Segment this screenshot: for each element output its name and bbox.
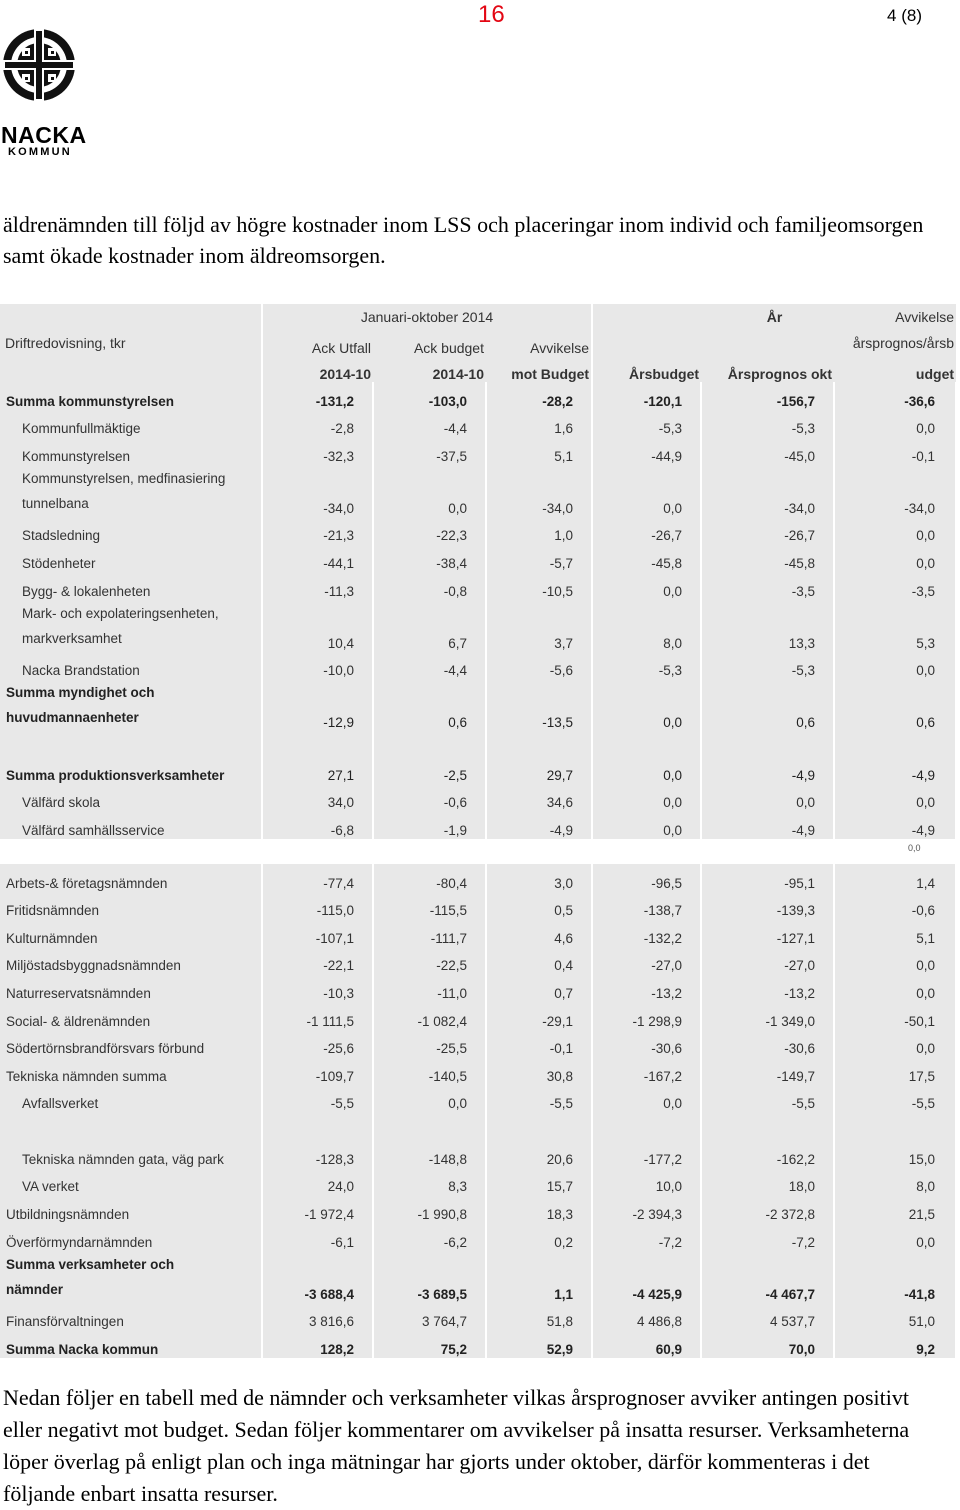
- cell-ack-budget: -1 990,8: [373, 1195, 486, 1223]
- cell-ack-budget: -115,5: [373, 892, 486, 920]
- table-row: [0, 517, 956, 545]
- table-row: [0, 1002, 956, 1030]
- cell-avvikelse: 0,5: [486, 892, 592, 920]
- cell-avvikelse: 20,6: [486, 1140, 592, 1168]
- cell-arsprognos: -156,7: [701, 382, 834, 410]
- table-row: [0, 811, 956, 839]
- cell-arsprognos: 0,0: [701, 784, 834, 812]
- spacer-cell: [592, 1112, 701, 1140]
- cell-ack-budget: -4,4: [373, 652, 486, 680]
- cell-arsbudget: -30,6: [592, 1030, 701, 1058]
- row-label-line1: Summa verksamheter och: [6, 1256, 175, 1272]
- cell-arsbudget: 4 486,8: [592, 1303, 701, 1331]
- cell-avvikelse: 1,0: [486, 517, 592, 545]
- row-label: [0, 679, 262, 731]
- cell-avvikelse-ar: 17,5: [834, 1057, 956, 1085]
- cell-ack-utfall: -6,1: [262, 1223, 373, 1251]
- cell-arsprognos: -34,0: [701, 465, 834, 517]
- cell-avvikelse: 0,7: [486, 974, 592, 1002]
- cell-avvikelse: -0,1: [486, 1030, 592, 1058]
- cell-arsbudget: -120,1: [592, 382, 701, 410]
- col-arsbudget-top: [592, 330, 701, 356]
- row-label: Stadsledning: [0, 517, 262, 545]
- row-label: Välfärd skola: [0, 784, 262, 812]
- intro-paragraph: äldrenämnden till följd av högre kostnader inom LSS och placeringar inom individ och familjeomsorgen samt ökade kostnader inom äldreomsorgen.: [3, 212, 924, 268]
- table-row: [0, 382, 956, 410]
- cell-arsprognos: -4 467,7: [701, 1251, 834, 1303]
- row-label: Summa kommunstyrelsen: [0, 382, 262, 410]
- col-avvikelse-label: Avvikelse: [486, 330, 592, 356]
- table-row: [0, 679, 956, 731]
- cell-ack-budget: 8,3: [373, 1168, 486, 1196]
- row-label: [0, 465, 262, 517]
- cell-avvikelse: -4,9: [486, 811, 592, 839]
- cell-arsbudget: -13,2: [592, 974, 701, 1002]
- cell-ack-utfall: -5,5: [262, 1085, 373, 1113]
- row-label: [0, 600, 262, 652]
- stray-value: 0,0: [908, 843, 921, 853]
- row-label: Kulturnämnden: [0, 919, 262, 947]
- cell-ack-budget: 3 764,7: [373, 1303, 486, 1331]
- cell-arsbudget: -7,2: [592, 1223, 701, 1251]
- table-row: [0, 1030, 956, 1058]
- cell-arsbudget: 0,0: [592, 465, 701, 517]
- row-label: Avfallsverket: [0, 1085, 262, 1113]
- row-label: Nacka Brandstation: [0, 652, 262, 680]
- table-row: [0, 1330, 956, 1358]
- cell-avvikelse: 29,7: [486, 756, 592, 784]
- cell-ack-budget: 0,0: [373, 1085, 486, 1113]
- cell-arsbudget: -138,7: [592, 892, 701, 920]
- cell-arsbudget: -96,5: [592, 864, 701, 892]
- col-avvikelse-period: mot Budget: [486, 356, 592, 382]
- cell-arsbudget: 0,0: [592, 784, 701, 812]
- row-label: Stödenheter: [0, 544, 262, 572]
- cell-avvikelse-ar: -0,1: [834, 437, 956, 465]
- cell-ack-utfall: -11,3: [262, 572, 373, 600]
- spacer-cell: [262, 839, 373, 864]
- cell-avvikelse-ar: 0,0: [834, 784, 956, 812]
- cell-arsbudget: -4 425,9: [592, 1251, 701, 1303]
- row-label: Överförmyndarnämnden: [0, 1223, 262, 1251]
- cell-arsbudget: -177,2: [592, 1140, 701, 1168]
- cell-avvikelse: 18,3: [486, 1195, 592, 1223]
- cell-avvikelse: 1,1: [486, 1251, 592, 1303]
- cell-avvikelse: -13,5: [486, 679, 592, 731]
- table-row: [0, 1057, 956, 1085]
- cell-ack-utfall: -44,1: [262, 544, 373, 572]
- cell-avvikelse: 30,8: [486, 1057, 592, 1085]
- table-row: [0, 437, 956, 465]
- cell-avvikelse: 3,7: [486, 600, 592, 652]
- cell-ack-utfall: -25,6: [262, 1030, 373, 1058]
- driftredovisning-table: [0, 304, 957, 1358]
- row-label: Naturreservatsnämnden: [0, 974, 262, 1002]
- cell-avvikelse-ar: -41,8: [834, 1251, 956, 1303]
- spacer-row: [0, 839, 956, 864]
- cell-avvikelse-ar: 0,0: [834, 1223, 956, 1251]
- table-row: [0, 1140, 956, 1168]
- row-label-line2: markverksamhet: [22, 630, 122, 646]
- cell-ack-budget: -25,5: [373, 1030, 486, 1058]
- cell-arsprognos: -5,3: [701, 652, 834, 680]
- cell-ack-budget: -11,0: [373, 974, 486, 1002]
- cell-avvikelse: 34,6: [486, 784, 592, 812]
- cell-ack-budget: 0,6: [373, 679, 486, 731]
- row-label: Miljöstadsbyggnadsnämnden: [0, 947, 262, 975]
- cell-arsbudget: 8,0: [592, 600, 701, 652]
- table-row: [0, 864, 956, 892]
- col-avvikelse-ar-line1: årsprognos/årsb: [852, 335, 955, 351]
- spacer-cell: [834, 839, 956, 864]
- nacka-emblem-icon: [0, 26, 80, 122]
- cell-arsprognos: -149,7: [701, 1057, 834, 1085]
- closing-paragraph: Nedan följer en tabell med de nämnder och verksamheter vilkas årsprognoser avviker antingen positivt eller negativt mot budget. Sedan följer kommentarer om avvikelser på insatta resurser. Verksamheterna löper överlag på enligt plan och inga mätningar har gjorts under oktober, därför kommenteras i det följande enbart insatta resurser.: [3, 1385, 910, 1506]
- cell-avvikelse-ar: -34,0: [834, 465, 956, 517]
- table-row: [0, 784, 956, 812]
- cell-arsbudget: 0,0: [592, 572, 701, 600]
- cell-ack-utfall: -10,3: [262, 974, 373, 1002]
- cell-ack-utfall: -22,1: [262, 947, 373, 975]
- cell-ack-budget: 0,0: [373, 465, 486, 517]
- cell-avvikelse-ar: 0,0: [834, 410, 956, 438]
- cell-arsprognos: -5,5: [701, 1085, 834, 1113]
- spacer-cell: [373, 839, 486, 864]
- row-label: Tekniska nämnden gata, väg park: [0, 1140, 262, 1168]
- col-ack-utfall-period: 2014-10: [262, 356, 373, 382]
- cell-ack-utfall: -115,0: [262, 892, 373, 920]
- cell-arsbudget: -44,9: [592, 437, 701, 465]
- cell-ack-utfall: -109,7: [262, 1057, 373, 1085]
- cell-avvikelse: -5,7: [486, 544, 592, 572]
- table-row: [0, 974, 956, 1002]
- cell-arsprognos: -2 372,8: [701, 1195, 834, 1223]
- nacka-logo: [0, 26, 87, 158]
- cell-ack-budget: -6,2: [373, 1223, 486, 1251]
- col-arsprognos-label: Årsprognos okt: [701, 356, 834, 382]
- table-row: [0, 1251, 956, 1303]
- row-label: VA verket: [0, 1168, 262, 1196]
- spacer-cell: [373, 731, 486, 756]
- cell-avvikelse-ar: 0,0: [834, 652, 956, 680]
- spacer-cell: [701, 731, 834, 756]
- table-row: [0, 465, 956, 517]
- logo-name: NACKA: [1, 122, 87, 148]
- page-count: 4 (8): [887, 6, 922, 25]
- cell-ack-utfall: -3 688,4: [262, 1251, 373, 1303]
- cell-arsprognos: -1 349,0: [701, 1002, 834, 1030]
- cell-avvikelse: 0,4: [486, 947, 592, 975]
- cell-ack-utfall: 10,4: [262, 600, 373, 652]
- row-label-line1: Summa myndighet och: [6, 685, 155, 701]
- spacer-row: [0, 1112, 956, 1140]
- cell-avvikelse-ar: 8,0: [834, 1168, 956, 1196]
- cell-arsbudget: -5,3: [592, 410, 701, 438]
- spacer-cell: [701, 839, 834, 864]
- cell-avvikelse: -29,1: [486, 1002, 592, 1030]
- spacer-row: [0, 731, 956, 756]
- table-row: [0, 1085, 956, 1113]
- cell-arsprognos: -26,7: [701, 517, 834, 545]
- cell-avvikelse: -28,2: [486, 382, 592, 410]
- row-label: Arbets-& företagsnämnden: [0, 864, 262, 892]
- cell-arsprognos: 0,6: [701, 679, 834, 731]
- cell-avvikelse-ar: 0,6: [834, 679, 956, 731]
- cell-arsbudget: -132,2: [592, 919, 701, 947]
- cell-ack-budget: -37,5: [373, 437, 486, 465]
- cell-arsprognos: -30,6: [701, 1030, 834, 1058]
- spacer-cell: [834, 1112, 956, 1140]
- cell-ack-budget: -4,4: [373, 410, 486, 438]
- cell-avvikelse: -5,5: [486, 1085, 592, 1113]
- cell-ack-budget: 6,7: [373, 600, 486, 652]
- cell-ack-budget: -148,8: [373, 1140, 486, 1168]
- cell-arsprognos: -7,2: [701, 1223, 834, 1251]
- cell-ack-budget: -0,8: [373, 572, 486, 600]
- cell-ack-budget: -140,5: [373, 1057, 486, 1085]
- table-row: [0, 892, 956, 920]
- spacer-cell: [486, 731, 592, 756]
- cell-avvikelse-ar: -3,5: [834, 572, 956, 600]
- cell-avvikelse: -34,0: [486, 465, 592, 517]
- spacer-cell: [592, 839, 701, 864]
- cell-avvikelse-ar: 21,5: [834, 1195, 956, 1223]
- cell-avvikelse: 15,7: [486, 1168, 592, 1196]
- cell-ack-utfall: -12,9: [262, 679, 373, 731]
- cell-arsbudget: -1 298,9: [592, 1002, 701, 1030]
- cell-arsbudget: -26,7: [592, 517, 701, 545]
- cell-avvikelse-ar: 0,0: [834, 974, 956, 1002]
- cell-arsbudget: 0,0: [592, 756, 701, 784]
- cell-ack-utfall: 3 816,6: [262, 1303, 373, 1331]
- cell-ack-budget: -103,0: [373, 382, 486, 410]
- col-arsprognos-top: [701, 330, 834, 356]
- cell-ack-budget: -1 082,4: [373, 1002, 486, 1030]
- cell-arsbudget: 0,0: [592, 679, 701, 731]
- cell-ack-utfall: 24,0: [262, 1168, 373, 1196]
- cell-ack-budget: -22,5: [373, 947, 486, 975]
- year-header: År: [592, 304, 956, 330]
- table-row: [0, 410, 956, 438]
- cell-ack-utfall: -2,8: [262, 410, 373, 438]
- row-label: [0, 1251, 262, 1303]
- cell-avvikelse-ar: -5,5: [834, 1085, 956, 1113]
- cell-ack-utfall: -34,0: [262, 465, 373, 517]
- cell-ack-utfall: -1 111,5: [262, 1002, 373, 1030]
- cell-arsprognos: -139,3: [701, 892, 834, 920]
- cell-avvikelse: 4,6: [486, 919, 592, 947]
- cell-ack-utfall: -21,3: [262, 517, 373, 545]
- cell-avvikelse-ar: -4,9: [834, 756, 956, 784]
- cell-arsbudget: 0,0: [592, 811, 701, 839]
- cell-ack-budget: -22,3: [373, 517, 486, 545]
- row-label: Utbildningsnämnden: [0, 1195, 262, 1223]
- page-number: 16: [478, 1, 505, 28]
- spacer-cell: [834, 731, 956, 756]
- table-row: [0, 544, 956, 572]
- cell-ack-utfall: -6,8: [262, 811, 373, 839]
- cell-avvikelse: 0,2: [486, 1223, 592, 1251]
- cell-arsprognos: 70,0: [701, 1330, 834, 1358]
- cell-arsprognos: -4,9: [701, 756, 834, 784]
- cell-arsprognos: -95,1: [701, 864, 834, 892]
- period-header: Januari-oktober 2014: [262, 304, 592, 330]
- cell-ack-utfall: 27,1: [262, 756, 373, 784]
- table-row: [0, 1195, 956, 1223]
- cell-arsprognos: -162,2: [701, 1140, 834, 1168]
- row-label: Välfärd samhällsservice: [0, 811, 262, 839]
- spacer-cell: [592, 731, 701, 756]
- row-label-line1: Mark- och expolateringsenheten,: [22, 605, 219, 621]
- table-row: [0, 919, 956, 947]
- table-row: [0, 572, 956, 600]
- cell-avvikelse-ar: 0,0: [834, 517, 956, 545]
- cell-avvikelse: 5,1: [486, 437, 592, 465]
- cell-avvikelse-ar: 15,0: [834, 1140, 956, 1168]
- cell-ack-utfall: 34,0: [262, 784, 373, 812]
- row-label: Kommunstyrelsen: [0, 437, 262, 465]
- table-row: [0, 947, 956, 975]
- cell-ack-budget: 75,2: [373, 1330, 486, 1358]
- cell-ack-budget: -38,4: [373, 544, 486, 572]
- cell-arsbudget: -45,8: [592, 544, 701, 572]
- table-row: [0, 1223, 956, 1251]
- cell-avvikelse-ar: -36,6: [834, 382, 956, 410]
- cell-avvikelse-ar: 5,1: [834, 919, 956, 947]
- cell-ack-utfall: -1 972,4: [262, 1195, 373, 1223]
- cell-avvikelse: -5,6: [486, 652, 592, 680]
- cell-avvikelse-ar: 51,0: [834, 1303, 956, 1331]
- table-row: [0, 652, 956, 680]
- cell-arsprognos: -3,5: [701, 572, 834, 600]
- cell-arsbudget: 0,0: [592, 1085, 701, 1113]
- cell-arsprognos: -127,1: [701, 919, 834, 947]
- col-ack-utfall-label: Ack Utfall: [262, 330, 373, 356]
- row-label-line2: nämnder: [6, 1281, 64, 1297]
- cell-arsprognos: -27,0: [701, 947, 834, 975]
- cell-avvikelse-ar: 0,0: [834, 544, 956, 572]
- col-avvikelse-ar-line2: udget: [834, 356, 956, 382]
- cell-avvikelse: -10,5: [486, 572, 592, 600]
- cell-ack-utfall: 128,2: [262, 1330, 373, 1358]
- cell-avvikelse-ar: 9,2: [834, 1330, 956, 1358]
- spacer-cell: [0, 839, 262, 864]
- cell-arsbudget: -5,3: [592, 652, 701, 680]
- cell-ack-utfall: -107,1: [262, 919, 373, 947]
- cell-arsprognos: 13,3: [701, 600, 834, 652]
- cell-arsprognos: -45,0: [701, 437, 834, 465]
- cell-ack-budget: -80,4: [373, 864, 486, 892]
- table-row: [0, 1303, 956, 1331]
- col-arsbudget-label: Årsbudget: [592, 356, 701, 382]
- row-label: Finansförvaltningen: [0, 1303, 262, 1331]
- cell-ack-utfall: -10,0: [262, 652, 373, 680]
- col-avvikelse-ar-label: [834, 309, 956, 356]
- cell-avvikelse: 51,8: [486, 1303, 592, 1331]
- table-row: [0, 600, 956, 652]
- cell-avvikelse-ar: 0,0: [834, 947, 956, 975]
- cell-ack-budget: -2,5: [373, 756, 486, 784]
- cell-avvikelse-ar: -50,1: [834, 1002, 956, 1030]
- cell-ack-budget: -0,6: [373, 784, 486, 812]
- cell-ack-utfall: -128,3: [262, 1140, 373, 1168]
- spacer-cell: [701, 1112, 834, 1140]
- cell-ack-budget: -111,7: [373, 919, 486, 947]
- col-ack-budget-period: 2014-10: [373, 356, 486, 382]
- cell-arsprognos: 4 537,7: [701, 1303, 834, 1331]
- row-label: Summa produktionsverksamheter: [0, 756, 262, 784]
- cell-arsbudget: -27,0: [592, 947, 701, 975]
- logo-subtitle: KOMMUN: [8, 146, 72, 158]
- budget-table: [0, 304, 956, 1358]
- cell-arsbudget: 60,9: [592, 1330, 701, 1358]
- row-label: Social- & äldrenämnden: [0, 1002, 262, 1030]
- table-row: [0, 1168, 956, 1196]
- cell-avvikelse-ar: 0,0: [834, 1030, 956, 1058]
- cell-avvikelse-ar: -0,6: [834, 892, 956, 920]
- spacer-cell: [486, 1112, 592, 1140]
- cell-arsbudget: -2 394,3: [592, 1195, 701, 1223]
- row-label-line2: huvudmannaenheter: [6, 710, 139, 726]
- cell-arsprognos: -45,8: [701, 544, 834, 572]
- table-title: Driftredovisning, tkr: [0, 304, 262, 382]
- table-row: [0, 756, 956, 784]
- row-label-line2: tunnelbana: [22, 495, 89, 511]
- spacer-cell: [486, 839, 592, 864]
- row-label: Södertörnsbrandförsvars förbund: [0, 1030, 262, 1058]
- col-avvikelse-ar-line0: Avvikelse: [895, 309, 955, 325]
- cell-avvikelse: 3,0: [486, 864, 592, 892]
- spacer-cell: [0, 731, 262, 756]
- cell-avvikelse: 1,6: [486, 410, 592, 438]
- cell-ack-utfall: -32,3: [262, 437, 373, 465]
- row-label: Kommunfullmäktige: [0, 410, 262, 438]
- cell-arsprognos: -13,2: [701, 974, 834, 1002]
- cell-ack-utfall: -77,4: [262, 864, 373, 892]
- row-label: Tekniska nämnden summa: [0, 1057, 262, 1085]
- spacer-cell: [0, 1112, 262, 1140]
- row-label-line1: Kommunstyrelsen, medfinasiering: [22, 470, 226, 486]
- cell-ack-budget: -1,9: [373, 811, 486, 839]
- cell-arsprognos: -5,3: [701, 410, 834, 438]
- spacer-cell: [373, 1112, 486, 1140]
- col-ack-budget-label: Ack budget: [373, 330, 486, 356]
- row-label: Bygg- & lokalenheten: [0, 572, 262, 600]
- cell-avvikelse-ar: -4,9: [834, 811, 956, 839]
- cell-arsbudget: -167,2: [592, 1057, 701, 1085]
- cell-arsprognos: -4,9: [701, 811, 834, 839]
- cell-avvikelse-ar: 1,4: [834, 864, 956, 892]
- row-label: Fritidsnämnden: [0, 892, 262, 920]
- spacer-cell: [262, 731, 373, 756]
- cell-avvikelse: 52,9: [486, 1330, 592, 1358]
- cell-ack-budget: -3 689,5: [373, 1251, 486, 1303]
- cell-arsprognos: 18,0: [701, 1168, 834, 1196]
- cell-avvikelse-ar: 5,3: [834, 600, 956, 652]
- spacer-cell: [262, 1112, 373, 1140]
- cell-arsbudget: 10,0: [592, 1168, 701, 1196]
- cell-ack-utfall: -131,2: [262, 382, 373, 410]
- row-label: Summa Nacka kommun: [0, 1330, 262, 1358]
